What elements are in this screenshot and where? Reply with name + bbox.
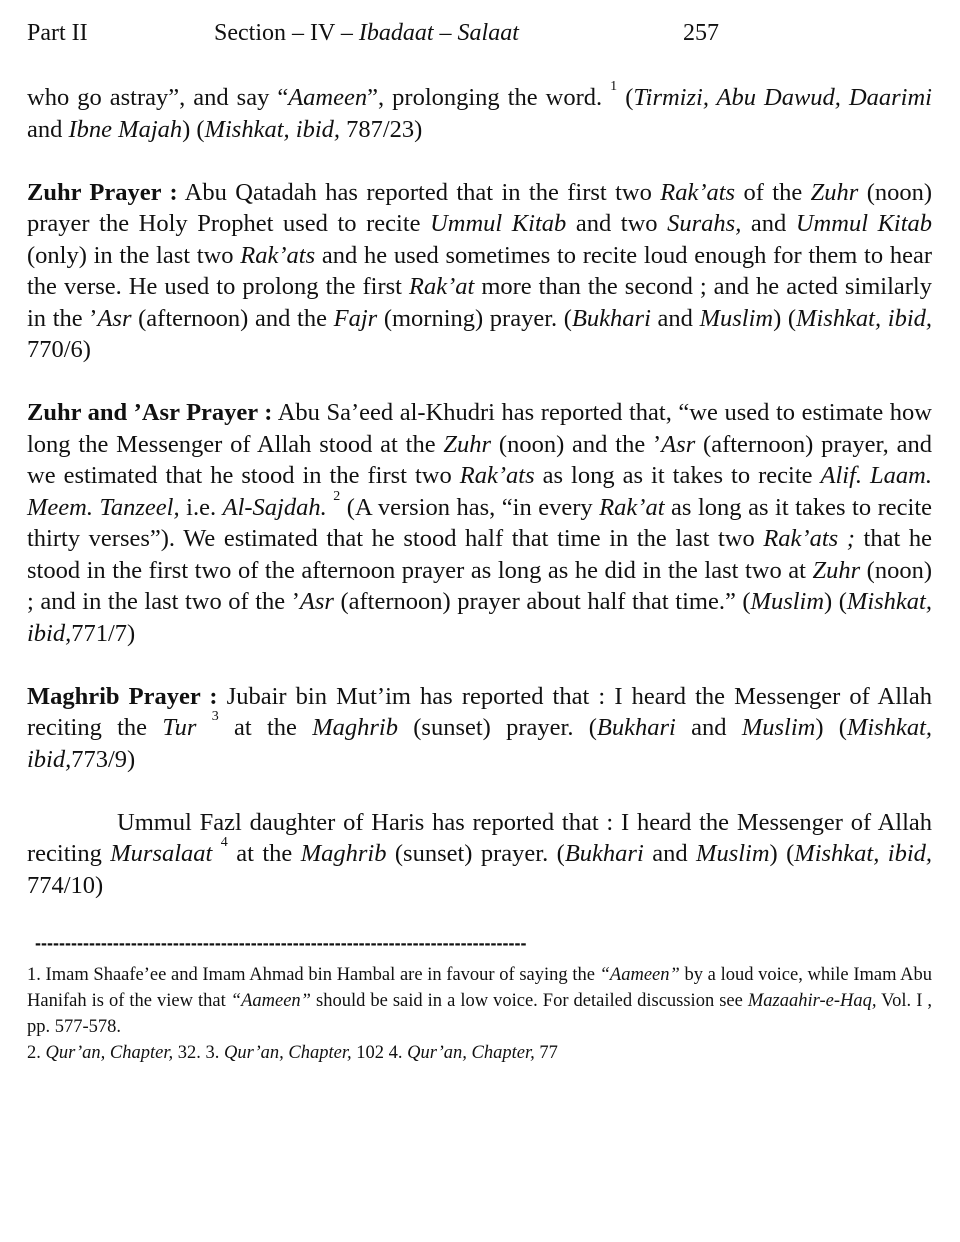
- text-run: (sunset) prayer. (: [397, 714, 597, 741]
- section-topic: Ibadaat – Salaat: [358, 20, 519, 46]
- text-run: 774/10): [27, 871, 104, 899]
- text-run: [196, 714, 211, 741]
- text-run: Mishkat, ibid,: [794, 840, 933, 867]
- text-run: Asr: [661, 430, 696, 458]
- text-run: as long as it takes to recite: [534, 462, 821, 489]
- text-run: Ummul Fazl daughter of Haris has reported that : I heard the Messenger of Allah reciting: [27, 808, 932, 867]
- paragraph: [27, 807, 932, 902]
- text-run: ”, prolonging the word.: [367, 84, 611, 111]
- text-run: and he used sometimes to recite loud enough for them to hear the verse. He used to prolong the first: [27, 241, 933, 300]
- text-run: Asr: [97, 304, 132, 332]
- text-run: 102 4.: [351, 1043, 408, 1063]
- text-run: Muslim: [699, 304, 774, 332]
- section-label: Section – IV –: [214, 20, 359, 46]
- text-run: (afternoon) and the: [131, 304, 334, 332]
- footnote: [27, 1040, 932, 1066]
- text-run: (noon) and the ’: [491, 430, 662, 458]
- page-body: [27, 79, 933, 933]
- paragraph-heading: Zuhr Prayer :: [27, 178, 178, 206]
- text-run: Mishkat, ibid,: [796, 304, 933, 332]
- text-run: (sunset) prayer. (: [386, 840, 565, 867]
- text-run: Rak’ats: [459, 462, 535, 489]
- text-run: 787/23): [340, 115, 423, 143]
- page-number: 257: [683, 20, 719, 46]
- text-run: Al-Sajdah.: [222, 493, 327, 521]
- running-header-part: Part II: [27, 20, 88, 46]
- text-run: ) (: [182, 115, 205, 143]
- text-run: 1. Imam Shaafe’ee and Imam Ahmad bin Hambal are in favour of saying the: [27, 965, 600, 985]
- text-run: (noon) prayer the Holy Prophet used to recite: [27, 178, 933, 237]
- text-run: Bukhari: [571, 304, 651, 332]
- text-run: 77: [534, 1043, 558, 1063]
- text-run: Alif. Laam. Meem. Tanzeel,: [27, 462, 933, 521]
- text-run: Asr: [299, 588, 334, 615]
- text-run: Rak’ats ;: [763, 525, 855, 552]
- text-run: Zuhr: [810, 178, 859, 206]
- text-run: “Aameen”: [230, 991, 311, 1011]
- text-run: [212, 840, 220, 867]
- text-run: 773/9): [71, 745, 136, 773]
- text-run: Maghrib: [312, 714, 398, 741]
- text-run: (afternoon) prayer about half that time.” (: [333, 588, 751, 615]
- paragraph-heading: Maghrib Prayer :: [27, 682, 218, 710]
- text-run: and: [643, 840, 697, 867]
- paragraph-heading: Zuhr and ’Asr Prayer :: [27, 399, 273, 426]
- text-run: Mishkat, ibid,: [27, 588, 932, 647]
- paragraph: [27, 79, 932, 145]
- text-run: 771/7): [71, 619, 136, 647]
- text-run: ) (: [769, 840, 795, 867]
- text-run: Maghrib: [300, 840, 387, 867]
- text-run: by a loud voice, while Imam Abu Hanifah is of the view that: [27, 965, 933, 1011]
- text-run: Muslim: [750, 588, 825, 615]
- text-run: and: [675, 714, 742, 741]
- text-run: (morning) prayer. (: [377, 304, 572, 332]
- text-run: and: [27, 115, 69, 143]
- text-run: at the: [227, 840, 301, 867]
- text-run: and: [741, 210, 796, 237]
- text-run: i.e.: [179, 493, 223, 521]
- text-run: at the: [218, 714, 313, 741]
- text-run: Mursalaat: [110, 840, 213, 867]
- text-run: Qur’an, Chapter,: [45, 1043, 174, 1063]
- text-run: Aameen: [288, 84, 368, 111]
- text-run: 2.: [27, 1043, 46, 1063]
- text-run: Bukhari: [596, 714, 676, 741]
- text-run: (: [617, 84, 634, 111]
- paragraph: [27, 397, 932, 649]
- text-run: Qur’an, Chapter,: [407, 1043, 535, 1063]
- text-run: Tirmizi, Abu Dawud, Daarimi: [633, 84, 932, 111]
- text-run: Abu Qatadah has reported that in the first two: [177, 178, 661, 206]
- text-run: Surahs,: [667, 210, 742, 237]
- paragraph: [27, 177, 932, 366]
- text-run: “Aameen”: [599, 965, 680, 985]
- footnote: [27, 962, 932, 1040]
- text-run: as long as it takes to recite thirty verses”). We estimated that he stood half that time in the last two: [27, 493, 933, 552]
- text-run: Muslim: [741, 714, 816, 741]
- text-run: ) (: [824, 588, 847, 615]
- text-run: Tur: [162, 714, 197, 741]
- text-run: Vol. I , pp. 577-578.: [27, 991, 932, 1037]
- text-run: of the: [735, 178, 811, 206]
- text-run: Jubair bin Mut’im has reported that : I heard the Messenger of Allah reciting the: [27, 682, 932, 741]
- text-run: 770/6): [27, 336, 91, 363]
- text-run: ) (: [815, 714, 847, 741]
- text-run: Mishkat, ibid,: [204, 115, 340, 143]
- paragraph: [27, 681, 932, 776]
- text-run: should be said in a low voice. For detailed discussion see: [310, 991, 748, 1011]
- text-run: who go astray”, and say “: [27, 84, 289, 111]
- text-run: Ibne Majah: [68, 115, 183, 143]
- footnote-marker: 2: [333, 488, 341, 504]
- text-run: Ummul Kitab: [430, 210, 567, 237]
- text-run: Zuhr: [443, 430, 492, 458]
- text-run: Rak’ats: [660, 178, 736, 206]
- text-run: Mishkat, ibid,: [27, 714, 933, 773]
- text-run: Ummul Kitab: [795, 210, 933, 237]
- text-run: that he stood in the first two of the afternoon prayer as long as he did in the last two at: [27, 525, 932, 584]
- text-run: (only) in the last two: [27, 241, 241, 269]
- text-run: 32. 3.: [173, 1043, 224, 1063]
- text-run: Mazaahir-e-Haq,: [747, 991, 877, 1011]
- text-run: (noon) ; and in the last two of the ’: [27, 556, 932, 615]
- text-run: ) (: [773, 304, 797, 332]
- text-run: Zuhr: [812, 556, 861, 584]
- text-run: Qur’an, Chapter,: [224, 1043, 352, 1063]
- footnote-marker: 4: [220, 835, 228, 850]
- text-run: Fajr: [333, 304, 378, 332]
- text-run: Abu Sa’eed al-Khudri has reported that, “we used to estimate how long the Messenger of Allah stood at the: [27, 399, 932, 458]
- text-run: Rak’at: [409, 273, 475, 300]
- footnote-separator: ----------------------------------------------------------------------------------: [35, 933, 527, 953]
- text-run: and two: [566, 210, 668, 237]
- footnotes: [27, 962, 932, 1066]
- text-run: (afternoon) prayer, and we estimated that he stood in the first two: [27, 430, 932, 489]
- text-run: Rak’at: [599, 493, 665, 521]
- footnote-marker: 1: [610, 79, 618, 94]
- text-run: Bukhari: [564, 840, 644, 867]
- text-run: Rak’ats: [240, 241, 316, 269]
- footnote-marker: 3: [211, 709, 219, 724]
- text-run: more than the second ; and he acted similarly in the ’: [27, 273, 932, 332]
- text-run: (A version has, “in every: [340, 493, 600, 521]
- text-run: and: [650, 304, 700, 332]
- running-header-section: [214, 20, 519, 47]
- text-run: Muslim: [696, 840, 770, 867]
